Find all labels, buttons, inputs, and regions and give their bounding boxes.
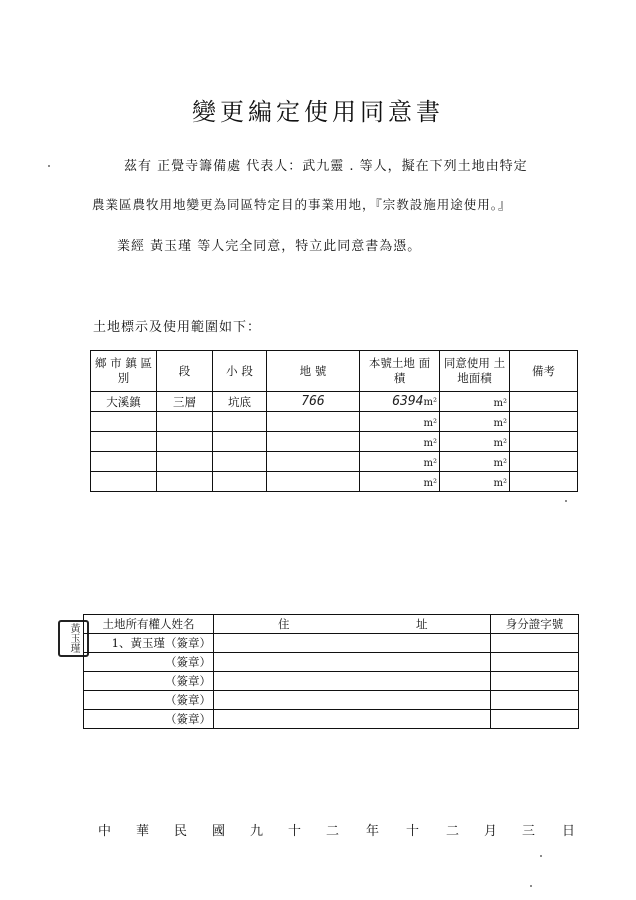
owner-address-cell: [214, 653, 491, 672]
unit-label: m²: [493, 397, 507, 409]
date-char: 日: [562, 824, 576, 839]
row-township: [91, 452, 157, 472]
consent-paragraph-line-3: 業經 黃玉瑾 等人完全同意，特立此同意書為憑。: [117, 239, 422, 254]
header-id-number: 身分證字號: [491, 615, 579, 634]
row-lot-number: [267, 452, 360, 472]
date-char: 二: [326, 824, 340, 839]
row-subsection: [213, 472, 267, 492]
row-lot-number: [267, 412, 360, 432]
row-section: [157, 472, 213, 492]
date-char: 月: [484, 824, 498, 839]
date-char: 年: [366, 824, 380, 839]
table-row: [84, 710, 579, 729]
row-section: 三層: [157, 392, 213, 412]
date-char: 國: [212, 824, 226, 839]
owner-id-cell: [491, 653, 579, 672]
unit-label: m²: [423, 397, 437, 408]
owner-name-cell: （簽章）: [84, 710, 214, 729]
land-description-intro: 土地標示及使用範圍如下：: [93, 320, 262, 335]
table-row: [84, 672, 579, 691]
row-lot-number: 766: [267, 392, 360, 412]
header-township: 鄉 市 鎮 區 別: [91, 351, 157, 392]
owner-id-cell: [491, 710, 579, 729]
table-row: [91, 472, 578, 492]
consent-paragraph-line-1: 茲有 正覺寺籌備處 代表人：武九靈 . 等人，擬在下列土地由特定: [124, 159, 528, 174]
owner-address-cell: [214, 634, 491, 653]
row-subsection: [213, 432, 267, 452]
owner-id-cell: [491, 691, 579, 710]
date-char: 華: [136, 824, 150, 839]
owner-address-cell: [214, 691, 491, 710]
header-area: 本號土地 面 積: [360, 351, 440, 392]
row-township: 大溪鎮: [91, 392, 157, 412]
row-remarks: [510, 452, 578, 472]
scan-speck: [565, 500, 567, 502]
date-char: 中: [98, 824, 112, 839]
land-table-header: [91, 351, 578, 392]
date-char: 民: [174, 824, 188, 839]
date-char: 十: [288, 824, 302, 839]
unit-label: m²: [423, 437, 437, 449]
row-section: [157, 412, 213, 432]
unit-label: m²: [493, 457, 507, 469]
row-lot-number: [267, 472, 360, 492]
table-row: [91, 452, 578, 472]
date-char: 二: [446, 824, 460, 839]
document-title: 變更編定使用同意書: [192, 98, 444, 126]
unit-label: m²: [423, 417, 437, 429]
scan-speck: [48, 165, 50, 167]
table-row: [91, 392, 578, 412]
owner-address-cell: [214, 710, 491, 729]
header-agreed-area: 同意使用 土地面積: [440, 351, 510, 392]
header-address-right: 址: [354, 615, 491, 634]
row-remarks: [510, 472, 578, 492]
unit-label: m²: [493, 437, 507, 449]
row-remarks: [510, 432, 578, 452]
owner-name-cell: （簽章）: [84, 653, 214, 672]
owner-table: [83, 614, 579, 729]
owner-id-cell: [491, 672, 579, 691]
header-remarks: 備考: [510, 351, 578, 392]
date-char: 十: [406, 824, 420, 839]
scan-speck: [540, 855, 542, 857]
header-owner-name: 土地所有權人姓名: [84, 615, 214, 634]
header-lot-number: 地 號: [267, 351, 360, 392]
header-address-left: 住: [214, 615, 354, 634]
land-table: [90, 350, 578, 492]
row-subsection: [213, 412, 267, 432]
scan-speck: [530, 885, 532, 887]
header-subsection: 小 段: [213, 351, 267, 392]
table-row: [84, 691, 579, 710]
unit-label: m²: [423, 457, 437, 469]
row-area: 6394: [392, 394, 424, 409]
row-subsection: 坑底: [213, 392, 267, 412]
owner-name-cell: （簽章）: [84, 672, 214, 691]
table-row: [91, 432, 578, 452]
row-township: [91, 412, 157, 432]
row-subsection: [213, 452, 267, 472]
owner-table-header: [84, 615, 579, 634]
unit-label: m²: [423, 477, 437, 489]
row-section: [157, 452, 213, 472]
row-township: [91, 432, 157, 452]
table-row: [91, 412, 578, 432]
date-char: 三: [522, 824, 536, 839]
table-row: [84, 653, 579, 672]
row-township: [91, 472, 157, 492]
consent-paragraph-line-2: 農業區農牧用地變更為同區特定目的事業用地，『宗教設施用途使用。』: [92, 197, 512, 212]
header-section: 段: [157, 351, 213, 392]
row-section: [157, 432, 213, 452]
row-lot-number: [267, 432, 360, 452]
row-remarks: [510, 392, 578, 412]
table-row: [84, 634, 579, 653]
owner-name-cell: （簽章）: [84, 691, 214, 710]
date-char: 九: [250, 824, 264, 839]
seal-text: 黃玉瑾: [68, 623, 79, 653]
owner-name-cell: 1、黃玉瑾（簽章）: [84, 634, 214, 653]
unit-label: m²: [493, 417, 507, 429]
owner-id-cell: [491, 634, 579, 653]
unit-label: m²: [493, 477, 507, 489]
owner-address-cell: [214, 672, 491, 691]
row-remarks: [510, 412, 578, 432]
